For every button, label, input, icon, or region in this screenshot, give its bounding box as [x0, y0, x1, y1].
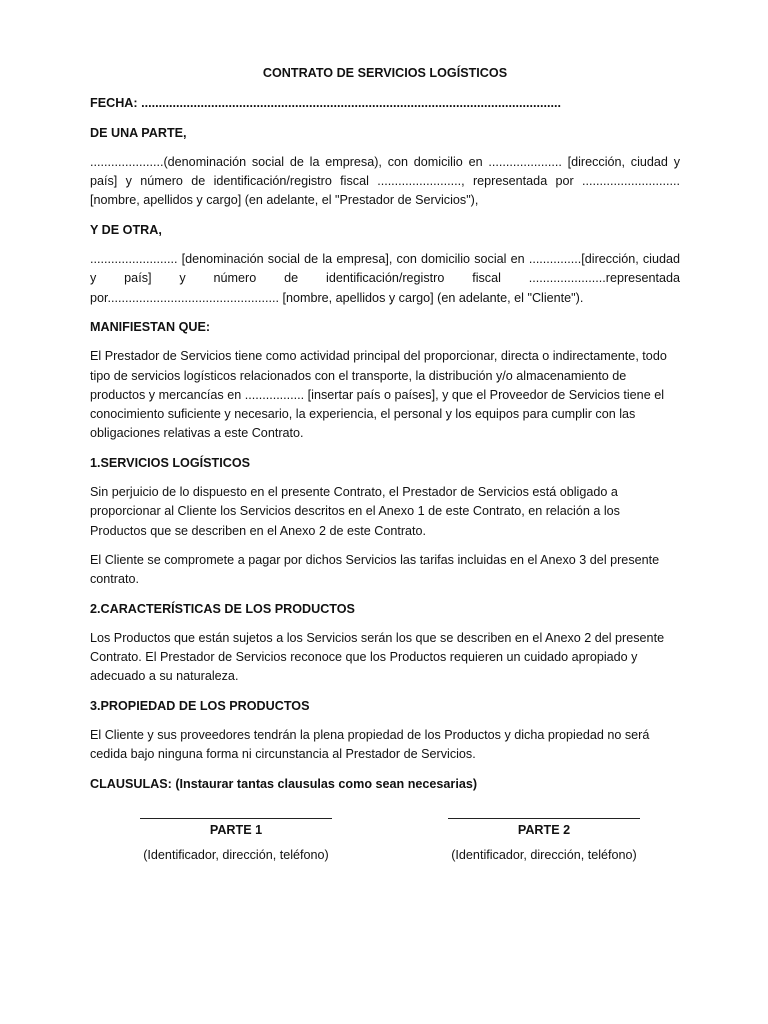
signature-row — [0, 818, 768, 878]
clausulas-heading: CLAUSULAS: (Instaurar tantas clausulas como sean necesarias) — [90, 776, 478, 791]
manifiestan-heading: MANIFIESTAN QUE: — [90, 319, 211, 334]
party1-details: (Identificador, dirección, teléfono) — [143, 848, 329, 862]
signature-block-party1 — [136, 818, 336, 862]
manifiestan-paragraph: El Prestador de Servicios tiene como actividad principal del proporcionar, directa o indirectamente, todo tipo de servicios logísticos relacionados con el transporte, la distribución y/o almacenamiento de productos y mercancías en ................. [insertar país o países], y que el Proveedor de Servicios tiene el conocimiento suficiente y necesario, la experiencia, el personal y los equipos para cumplir con las obligaciones relativas a este Contrato. — [90, 349, 667, 441]
fecha-line: FECHA: ........................................................................................................................ — [90, 96, 561, 111]
section1-paragraph-1: Sin perjuicio de lo dispuesto en el presente Contrato, el Prestador de Servicios está obligado a proporcionar al Cliente los Servicios descritos en el Anexo 1 de este Contrato, en relación a los Productos que se describen en el Anexo 2 de este Contrato. — [90, 485, 620, 538]
document-body — [90, 64, 680, 804]
section1-paragraph-2: El Cliente se compromete a pagar por dichos Servicios las tarifas incluidas en el Anexo 3 del presente contrato. — [90, 552, 660, 587]
signature-line-party2 — [448, 818, 640, 819]
parte2-paragraph: ......................... [denominación social de la empresa], con domicilio social en ...............[dirección, ciudad y país] y número de identificación/registro fiscal ......................representada por................................................. [nombre, apellidos y cargo] (en adelante, el "Cliente"). — [90, 252, 680, 305]
parte1-paragraph: .....................(denominación social de la empresa), con domicilio en ..................... [dirección, ciudad y país] y número de identificación/registro fiscal ........................, representada por ............................ [nombre, apellidos y cargo] (en adelante, el "Prestador de Servicios"), — [90, 154, 680, 208]
party1-title: PARTE 1 — [209, 823, 263, 837]
section3-heading: 3.PROPIEDAD DE LOS PRODUCTOS — [90, 698, 310, 713]
y-de-otra-heading: Y DE OTRA, — [90, 222, 162, 237]
signature-block-party2 — [444, 818, 644, 862]
party2-details: (Identificador, dirección, teléfono) — [451, 848, 637, 862]
party2-title: PARTE 2 — [517, 823, 571, 837]
de-una-parte-heading: DE UNA PARTE, — [90, 125, 187, 140]
section3-paragraph: El Cliente y sus proveedores tendrán la plena propiedad de los Productos y dicha propiedad no será cedida bajo ninguna forma ni circunstancia al Prestador de Servicios. — [90, 728, 650, 762]
document-title: CONTRATO DE SERVICIOS LOGÍSTICOS — [262, 66, 508, 80]
section2-paragraph: Los Productos que están sujetos a los Servicios serán los que se describen en el Anexo 2 del presente Contrato. El Prestador de Servicios reconoce que los Productos requieren un cuidado apropiado y adecuado a su naturaleza. — [90, 630, 665, 684]
signature-line-party1 — [140, 818, 332, 819]
section2-heading: 2.CARACTERÍSTICAS DE LOS PRODUCTOS — [90, 601, 355, 616]
section1-heading: 1.SERVICIOS LOGÍSTICOS — [90, 455, 251, 470]
